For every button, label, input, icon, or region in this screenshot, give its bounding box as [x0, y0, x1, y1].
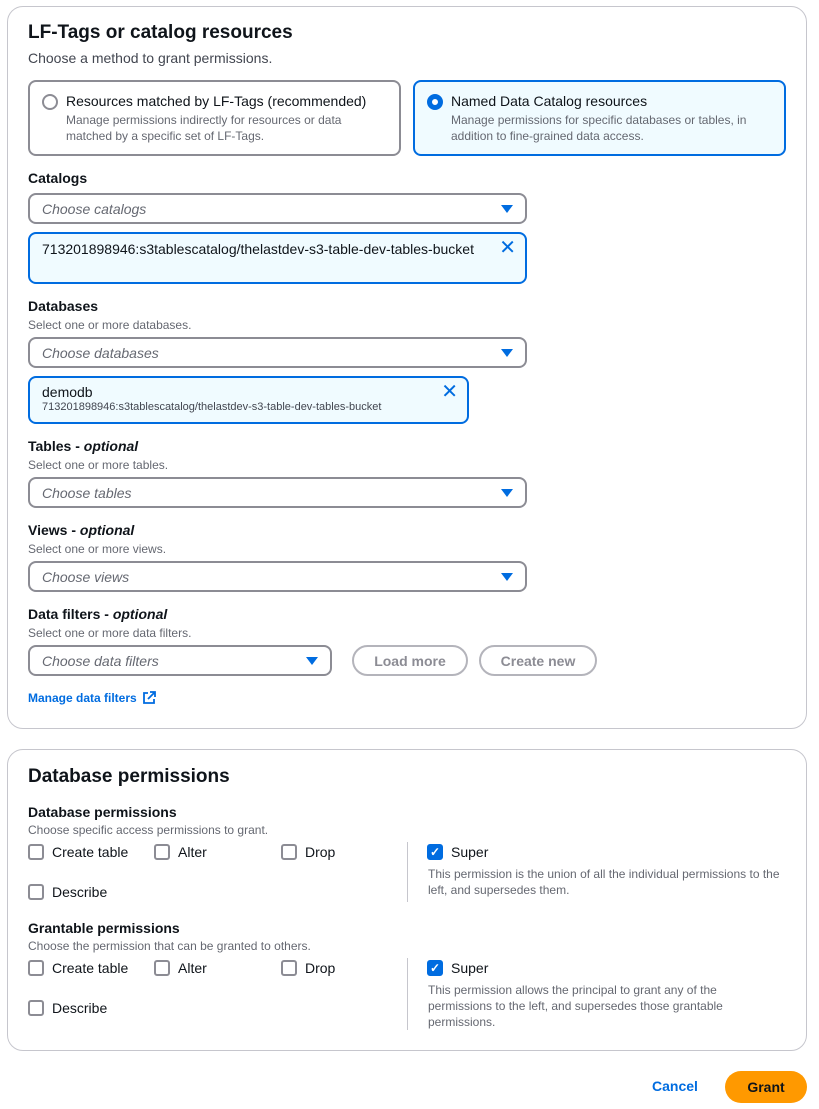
manage-data-filters-link[interactable]: Manage data filters [28, 691, 156, 705]
caret-down-icon [501, 489, 513, 497]
option-lf-tags[interactable] [28, 80, 401, 156]
databases-desc: Select one or more databases. [28, 318, 192, 332]
grant-describe-checkbox[interactable]: Describe [28, 1000, 107, 1016]
database-token [28, 376, 469, 424]
caret-down-icon [501, 349, 513, 357]
filters-select[interactable] [28, 645, 332, 676]
catalogs-select[interactable] [28, 193, 527, 224]
grant-alter-checkbox[interactable]: Alter [154, 960, 207, 976]
option-title: Named Data Catalog resources [451, 93, 648, 109]
db-super-desc: This permission is the union of all the individual permissions to the left, and supersedes them. [428, 867, 780, 897]
placeholder: Choose catalogs [42, 200, 147, 217]
grant-button[interactable]: Grant [725, 1071, 807, 1103]
remove-icon[interactable]: ✕ [441, 381, 458, 403]
views-label: Views - optional [28, 522, 135, 538]
db-permissions-desc: Choose specific access permissions to grant. [28, 823, 269, 837]
tables-label: Tables - optional [28, 438, 139, 454]
option-named-resources[interactable] [413, 80, 786, 156]
filters-desc: Select one or more data filters. [28, 626, 192, 640]
option-title: Resources matched by LF-Tags (recommended) [66, 93, 367, 109]
permissions-title: Database permissions [28, 766, 230, 787]
grant-super-checkbox[interactable]: ✓ Super [427, 960, 488, 976]
external-link-icon [142, 691, 156, 705]
placeholder: Choose databases [42, 344, 159, 361]
grant-create-table-checkbox[interactable]: Create table [28, 960, 128, 976]
databases-select[interactable] [28, 337, 527, 368]
load-more-button[interactable]: Load more [352, 645, 468, 676]
catalog-token [28, 232, 527, 284]
grant-drop-checkbox[interactable]: Drop [281, 960, 335, 976]
caret-down-icon [501, 573, 513, 581]
token-label: demodb [42, 384, 93, 400]
divider [407, 842, 408, 902]
placeholder: Choose views [42, 568, 130, 585]
radio-button-selected[interactable] [427, 94, 443, 110]
grantable-desc: Choose the permission that can be granted to others. [28, 939, 311, 953]
option-desc: Manage permissions indirectly for resources or data matched by a specific set of LF-Tags. [66, 113, 342, 143]
token-label: 713201898946:s3tablescatalog/thelastdev-s3-table-dev-tables-bucket [42, 241, 474, 257]
db-create-table-checkbox[interactable]: Create table [28, 844, 128, 860]
create-new-button[interactable]: Create new [479, 645, 597, 676]
resources-title: LF-Tags or catalog resources [28, 22, 293, 43]
placeholder: Choose tables [42, 484, 132, 501]
divider [407, 958, 408, 1030]
db-super-checkbox[interactable]: ✓ Super [427, 844, 488, 860]
db-drop-checkbox[interactable]: Drop [281, 844, 335, 860]
tables-desc: Select one or more tables. [28, 458, 169, 472]
cancel-button[interactable]: Cancel [652, 1078, 698, 1094]
resources-subtitle: Choose a method to grant permissions. [28, 50, 273, 66]
filters-label: Data filters - optional [28, 606, 168, 622]
token-sublabel: 713201898946:s3tablescatalog/thelastdev-s3-table-dev-tables-bucket [42, 401, 382, 413]
catalogs-label: Catalogs [28, 170, 88, 186]
radio-button[interactable] [42, 94, 58, 110]
caret-down-icon [306, 657, 318, 665]
caret-down-icon [501, 205, 513, 213]
remove-icon[interactable]: ✕ [499, 237, 516, 259]
db-permissions-label: Database permissions [28, 804, 177, 820]
placeholder: Choose data filters [42, 652, 159, 669]
db-alter-checkbox[interactable]: Alter [154, 844, 207, 860]
views-select[interactable] [28, 561, 527, 592]
grant-super-desc: This permission allows the principal to grant any of the permissions to the left, and supersedes those grantable permissions. [428, 983, 723, 1029]
views-desc: Select one or more views. [28, 542, 167, 556]
tables-select[interactable] [28, 477, 527, 508]
option-desc: Manage permissions for specific databases or tables, in addition to fine-grained data access. [451, 113, 747, 143]
db-describe-checkbox[interactable]: Describe [28, 884, 107, 900]
databases-label: Databases [28, 298, 99, 314]
grantable-label: Grantable permissions [28, 920, 180, 936]
